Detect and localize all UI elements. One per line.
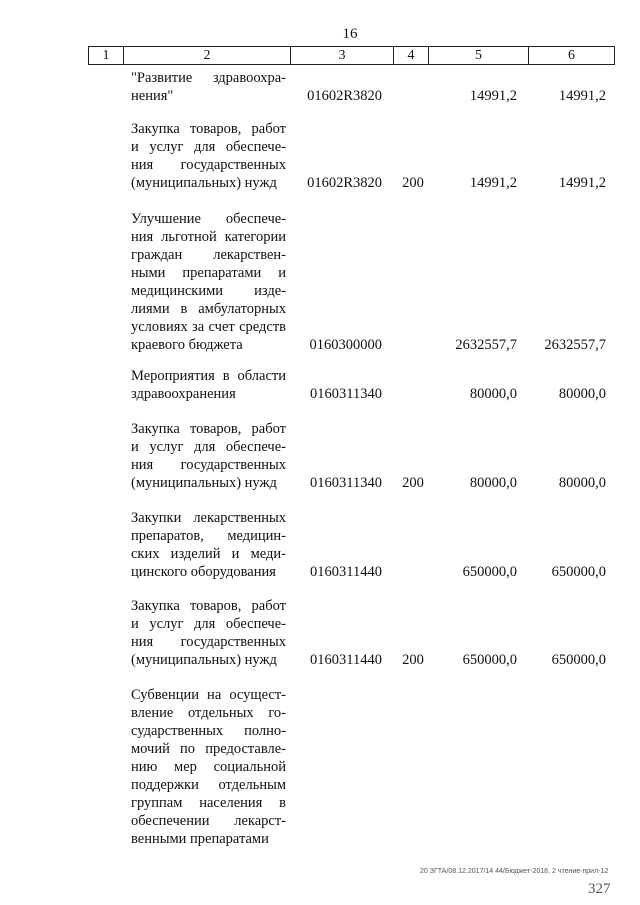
- header-col-2: 2: [124, 47, 291, 65]
- header-col-1: 1: [89, 47, 124, 65]
- header-col-3: 3: [291, 47, 394, 65]
- row-code: 01602R3820: [307, 175, 382, 191]
- row-name: "Развитие здравоохра- нения": [131, 70, 286, 104]
- row-name: Закупка товаров, работ и услуг для обеспече- ния государственных (муниципальных) нужд: [131, 421, 286, 491]
- row-sum-2018: 650000,0: [462, 652, 517, 668]
- page-number: 16: [342, 26, 358, 42]
- row-sum-total: 650000,0: [551, 652, 606, 668]
- row-code: 01602R3820: [307, 88, 382, 104]
- row-code: 0160300000: [309, 337, 382, 353]
- row-name: Закупки лекарственных препаратов, медицин- ских изделий и меди- цинского оборудования: [131, 510, 286, 580]
- row-name: Субвенции на осущест- вление отдельных го- сударственных полно- мочий по предоставле- нию мер социальной поддержки отдельным группам населения в обеспечении лекарст- венными препаратами: [131, 687, 286, 847]
- column-number-header: [88, 46, 615, 65]
- footer-page-number: 327: [588, 881, 611, 897]
- footer-stamp: 20 ЗГТА/08.12.2017/14 44/Бюджет-2018. 2 чтение-прил-12: [420, 868, 609, 875]
- row-code: 0160311440: [310, 564, 382, 580]
- row-sum-total: 650000,0: [551, 564, 606, 580]
- row-name: Закупка товаров, работ и услуг для обеспече- ния государственных (муниципальных) нужд: [131, 598, 286, 668]
- row-name: Закупка товаров, работ и услуг для обеспече- ния государственных (муниципальных) нужд: [131, 121, 286, 191]
- row-sum-2018: 650000,0: [462, 564, 517, 580]
- row-name: Мероприятия в области здравоохранения: [131, 368, 286, 402]
- header-col-5: 5: [429, 47, 529, 65]
- row-code: 0160311440: [310, 652, 382, 668]
- header-col-4: 4: [394, 47, 429, 65]
- row-expense-type: 200: [402, 475, 424, 491]
- row-sum-2018: 80000,0: [469, 475, 517, 491]
- row-code: 0160311340: [310, 386, 382, 402]
- row-code: 0160311340: [310, 475, 382, 491]
- header-col-6: 6: [529, 47, 615, 65]
- row-sum-total: 14991,2: [558, 175, 606, 191]
- row-expense-type: 200: [402, 652, 424, 668]
- row-sum-2018: 14991,2: [469, 88, 517, 104]
- row-sum-2018: 80000,0: [469, 386, 517, 402]
- row-expense-type: 200: [402, 175, 424, 191]
- row-sum-total: 14991,2: [558, 88, 606, 104]
- row-name: Улучшение обеспече- ния льготной категории граждан лекарствен- ными препаратами и медицинскими изде- лиями в амбулаторных условиях за счет средств краевого бюджета: [131, 211, 286, 353]
- row-sum-2018: 14991,2: [469, 175, 517, 191]
- row-sum-2018: 2632557,7: [455, 337, 517, 353]
- row-sum-total: 2632557,7: [544, 337, 606, 353]
- row-sum-total: 80000,0: [558, 386, 606, 402]
- row-sum-total: 80000,0: [558, 475, 606, 491]
